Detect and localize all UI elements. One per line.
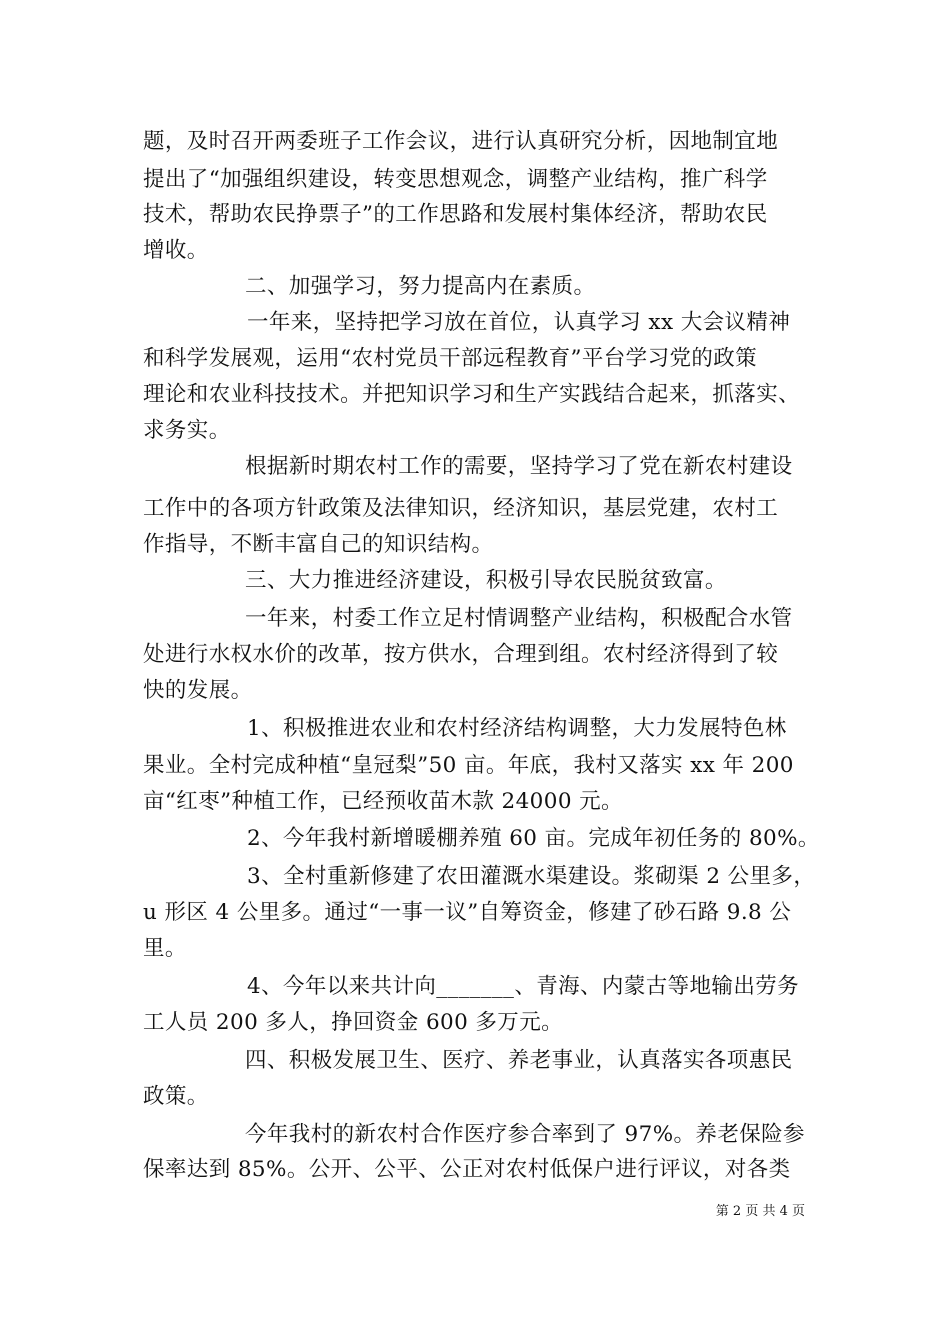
section-heading: 二、加强学习，努力提高内在素质。 — [245, 274, 596, 299]
text-line: 题，及时召开两委班子工作会议，进行认真研究分析，因地制宜地 — [143, 129, 779, 154]
text-line: 提出了“加强组织建设，转变思想观念，调整产业结构，推广科学 — [143, 167, 768, 192]
text-line: 作指导，不断丰富自己的知识结构。 — [143, 532, 494, 557]
text-line: 处进行水权水价的改革，按方供水，合理到组。农村经济得到了较 — [143, 642, 779, 667]
page-number: 第 2 页 共 4 页 — [715, 1204, 805, 1219]
text-line: 果业。全村完成种植“皇冠梨”50 亩。年底，我村又落实 xx 年 200 — [143, 753, 794, 778]
text-line: 求务实。 — [143, 418, 231, 443]
list-item: 3、全村重新修建了农田灌溉水渠建设。浆砌渠 2 公里多， — [247, 864, 816, 889]
text-line: 一年来，坚持把学习放在首位，认真学习 xx 大会议精神 — [247, 310, 791, 335]
text-line: 一年来，村委工作立足村情调整产业结构，积极配合水管 — [245, 606, 793, 631]
text-line: 工作中的各项方针政策及法律知识，经济知识，基层党建，农村工 — [143, 496, 779, 521]
text-line: 保率达到 85%。公开、公平、公正对农村低保户进行评议，对各类 — [143, 1157, 791, 1182]
list-item: 4、今年以来共计向_______、青海、内蒙古等地输出劳务 — [247, 974, 800, 999]
text-line: 今年我村的新农村合作医疗参合率到了 97%。养老保险参 — [245, 1122, 805, 1147]
text-line: 亩“红枣”种植工作，已经预收苗木款 24000 元。 — [143, 789, 623, 814]
text-line: 根据新时期农村工作的需要，坚持学习了党在新农村建设 — [245, 454, 793, 479]
section-heading: 四、积极发展卫生、医疗、养老事业，认真落实各项惠民 — [245, 1048, 793, 1073]
text-line: 工人员 200 多人，挣回资金 600 多万元。 — [143, 1010, 564, 1035]
list-item: 2、今年我村新增暖棚养殖 60 亩。完成年初任务的 80%。 — [247, 826, 820, 851]
list-item: 1、积极推进农业和农村经济结构调整，大力发展特色林 — [247, 716, 787, 741]
text-line: 增收。 — [143, 238, 209, 263]
text-line: 快的发展。 — [143, 678, 253, 703]
text-line: 技术，帮助农民挣票子”的工作思路和发展村集体经济，帮助农民 — [143, 202, 768, 227]
text-line: u 形区 4 公里多。通过“一事一议”自筹资金，修建了砂石路 9.8 公 — [143, 900, 792, 925]
text-line: 理论和农业科技技术。并把知识学习和生产实践结合起来，抓落实、 — [143, 382, 801, 407]
text-line: 和科学发展观，运用“农村党员干部远程教育”平台学习党的政策 — [143, 346, 758, 371]
text-line: 里。 — [143, 936, 187, 961]
section-heading: 三、大力推进经济建设，积极引导农民脱贫致富。 — [245, 568, 727, 593]
text-line: 政策。 — [143, 1084, 209, 1109]
